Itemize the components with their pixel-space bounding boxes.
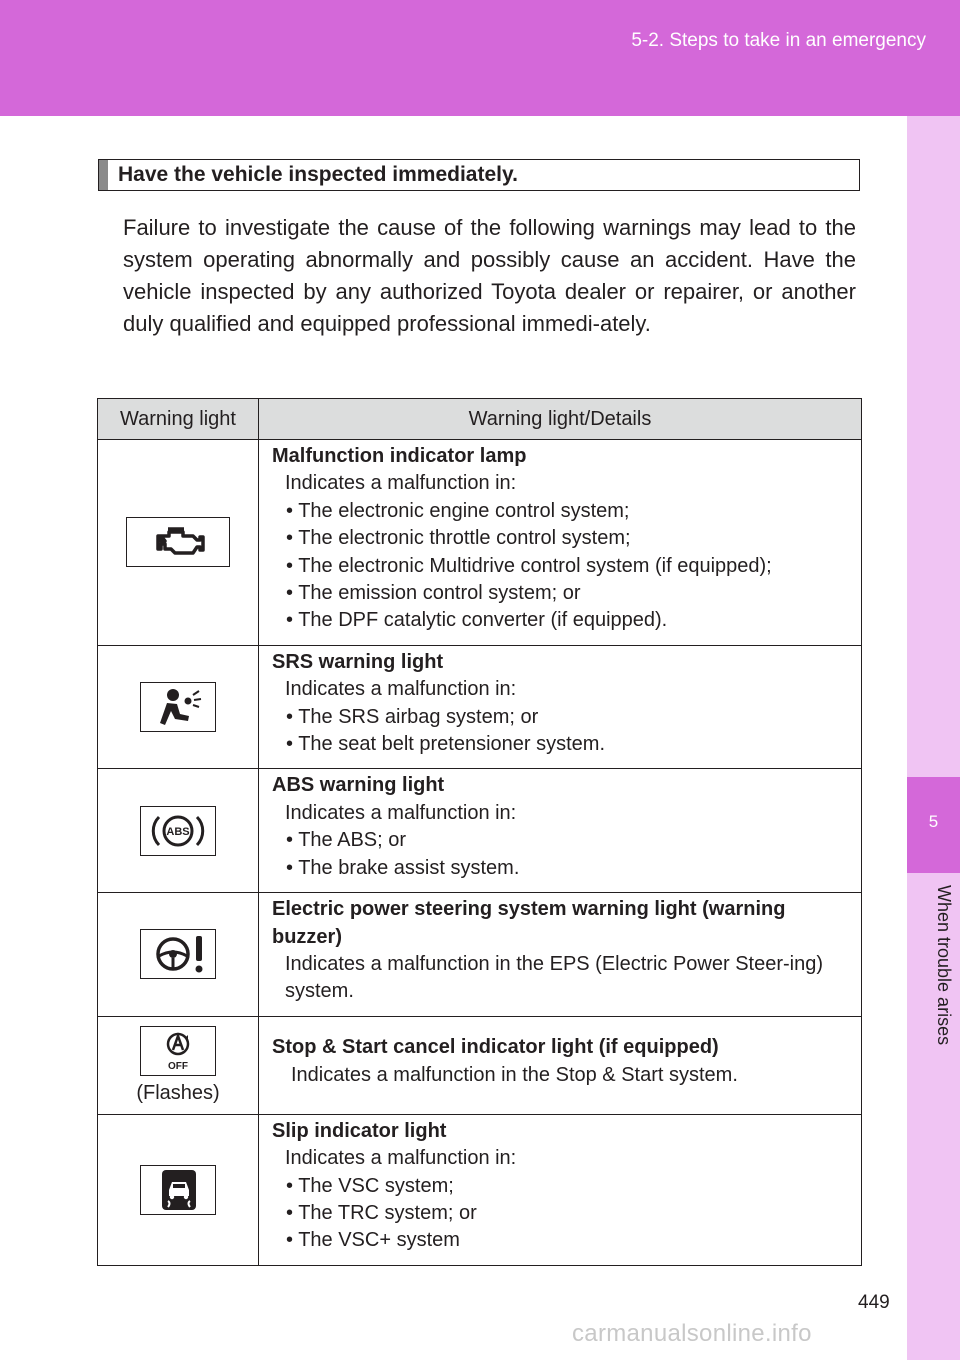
section-title: 5-2. Steps to take in an emergency <box>631 30 926 51</box>
detail-cell <box>259 1114 862 1265</box>
watermark: carmanualsonline.info <box>572 1320 812 1347</box>
intro-paragraph: Failure to investigate the cause of the following warnings may lead to the system operating abnormally and possibly cause an accident. Have the vehicle inspected by any authorized Toyota dealer or repairer, or another duly qualified and equipped professional immedi-ately. <box>123 215 856 336</box>
column-header-warning-light: Warning light <box>98 399 259 440</box>
icon-caption: (Flashes) <box>136 1081 220 1104</box>
srs-airbag-icon <box>140 682 216 732</box>
heading-text: Have the vehicle inspected immediately. <box>118 163 518 186</box>
engine-icon <box>126 517 230 567</box>
table-row <box>98 1016 862 1114</box>
light-title: Electric power steering system warning light (warning buzzer) <box>272 898 786 948</box>
list-item: • The ABS; or <box>286 829 407 852</box>
stop-start-off-icon <box>140 1026 216 1076</box>
light-title: SRS warning light <box>272 650 444 673</box>
icon-cell <box>98 893 259 1017</box>
light-detail: Indicates a malfunction in: <box>285 678 517 701</box>
light-title: Malfunction indicator lamp <box>272 445 527 467</box>
icon-cell <box>98 1016 259 1114</box>
icon-cell <box>98 440 259 646</box>
column-header-details: Warning light/Details <box>259 399 862 440</box>
icon-cell <box>98 645 259 769</box>
light-detail: Indicates a malfunction in: <box>285 801 517 824</box>
section-heading <box>98 159 860 191</box>
chapter-side-tab <box>907 116 960 1360</box>
abs-icon-text: ABS <box>166 825 190 838</box>
light-detail: Indicates a malfunction in the EPS (Electric Power Steer-ing) system. <box>285 952 824 1003</box>
detail-cell <box>259 769 862 893</box>
slip-indicator-icon <box>140 1165 216 1215</box>
list-item: • The DPF catalytic converter (if equipped). <box>286 609 668 632</box>
abs-icon <box>140 806 216 856</box>
table-row <box>98 769 862 893</box>
list-item: • The electronic throttle control system; <box>286 527 631 550</box>
detail-cell <box>259 893 862 1017</box>
page-number: 449 <box>858 1292 890 1313</box>
list-item: • The seat belt pretensioner system. <box>286 733 606 756</box>
header-band <box>0 0 960 116</box>
icon-cell <box>98 1114 259 1265</box>
list-item: • The brake assist system. <box>286 856 520 879</box>
light-detail: Indicates a malfunction in: <box>285 1147 517 1170</box>
table-row <box>98 645 862 769</box>
chapter-number: 5 <box>907 777 960 873</box>
detail-cell <box>259 1016 862 1114</box>
detail-cell <box>259 645 862 769</box>
list-item: • The electronic Multidrive control system (if equipped); <box>286 554 772 577</box>
table-row <box>98 1114 862 1265</box>
off-label: OFF <box>168 1060 188 1072</box>
warning-light-table <box>97 398 862 1266</box>
light-detail: Indicates a malfunction in the Stop & Start system. <box>291 1063 738 1086</box>
detail-cell <box>259 440 862 646</box>
icon-cell <box>98 769 259 893</box>
table-row <box>98 893 862 1017</box>
light-title: Slip indicator light <box>272 1119 447 1142</box>
list-item: • The TRC system; or <box>286 1201 477 1224</box>
steering-wheel-warning-icon <box>140 929 216 979</box>
list-item: • The VSC system; <box>286 1174 454 1197</box>
list-item: • The VSC+ system <box>286 1229 460 1252</box>
light-title: Stop & Start cancel indicator light (if equipped) <box>272 1036 719 1059</box>
table-header-row <box>98 399 862 440</box>
list-item: • The electronic engine control system; <box>286 499 630 522</box>
heading-accent-bar <box>99 160 108 190</box>
chapter-label: When trouble arises <box>934 885 954 1046</box>
table-row <box>98 440 862 646</box>
light-detail: Indicates a malfunction in: <box>285 472 517 495</box>
light-title: ABS warning light <box>272 774 445 797</box>
list-item: • The emission control system; or <box>286 582 581 605</box>
list-item: • The SRS airbag system; or <box>286 705 539 728</box>
